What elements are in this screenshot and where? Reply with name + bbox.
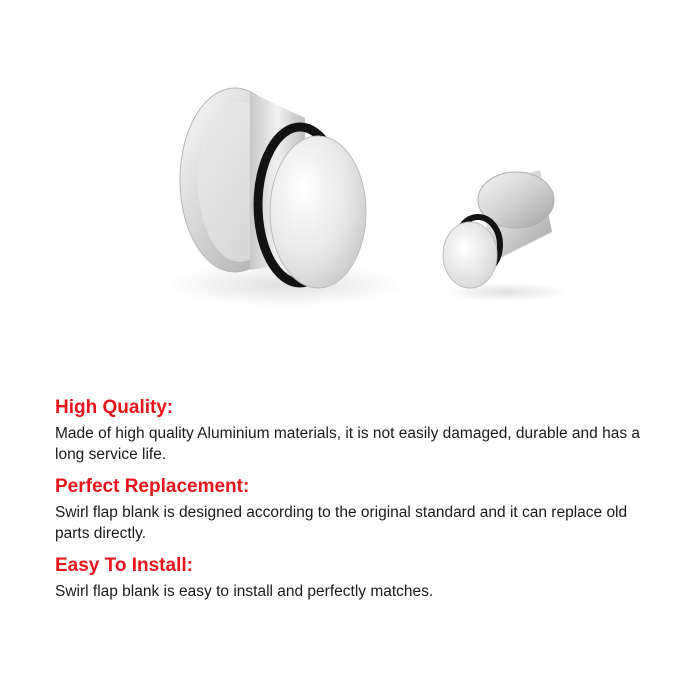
feature-title: High Quality: [55, 397, 174, 418]
feature-description: Swirl flap blank is easy to install and perfectly matches. [55, 583, 434, 600]
feature-perfect-replacement [55, 475, 655, 544]
feature-easy-to-install [55, 554, 655, 602]
feature-description: Made of high quality Aluminium materials, it is not easily damaged, durable and has a long service life. [55, 425, 641, 463]
feature-list [55, 396, 655, 612]
feature-title: Perfect Replacement: [55, 476, 250, 497]
feature-high-quality [55, 396, 655, 465]
feature-description: Swirl flap blank is designed according to the original standard and it can replace old parts directly. [55, 504, 628, 542]
feature-title: Easy To Install: [55, 555, 193, 576]
